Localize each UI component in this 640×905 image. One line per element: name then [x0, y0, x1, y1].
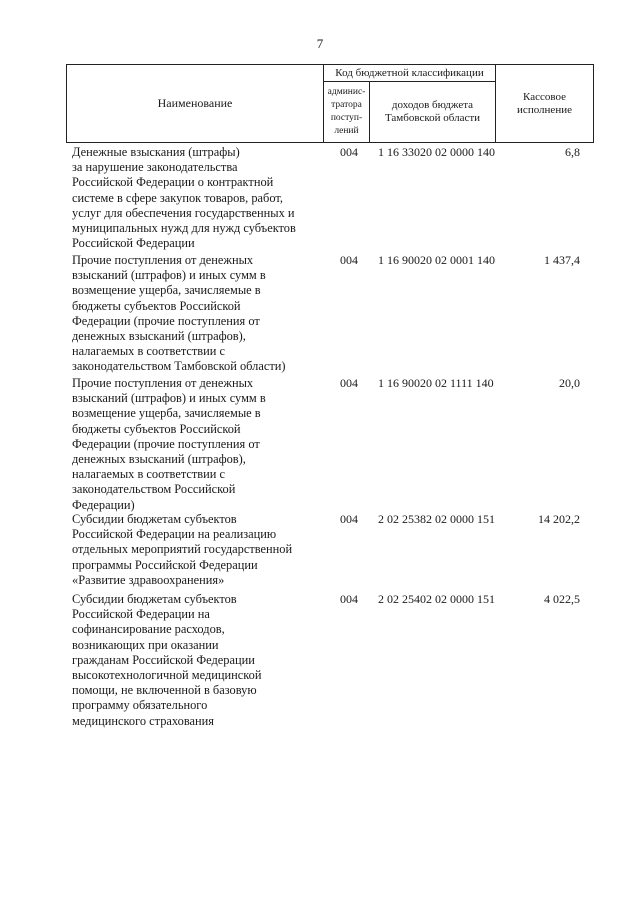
row-name: Субсидии бюджетам субъектов Российской Федерации на реализацию отдельных мероприятий государственной программы Российской Федерации «Развитие здравоохранения» [72, 512, 293, 587]
row-cash-value: 6,8 [565, 145, 580, 159]
row-cash-value: 14 202,2 [538, 512, 580, 526]
row-income-code: 2 02 25382 02 0000 151 [378, 512, 495, 526]
row-income-code: 1 16 90020 02 0001 140 [378, 253, 495, 267]
row-name: Прочие поступления от денежных взысканий (штрафов) и иных сумм в возмещение ущерба, зачисляемые в бюджеты субъектов Российской Федерации (прочие поступления от денежных взысканий (штрафов), налагаемых в соответствии с законодательством Тамбовской области) [72, 253, 286, 374]
row-cash-value: 1 437,4 [544, 253, 580, 267]
column-header-admin: админис- тратора поступ- лений [324, 82, 370, 143]
page-number: 7 [316, 36, 324, 51]
row-name: Прочие поступления от денежных взысканий (штрафов) и иных сумм в возмещение ущерба, зачисляемые в бюджеты субъектов Российской Федерации (прочие поступления от денежных взысканий (штрафов), налагаемых в соответствии с законодательством Российской Федерации) [72, 376, 266, 512]
row-income-code: 2 02 25402 02 0000 151 [378, 592, 495, 606]
row-admin-code: 004 [340, 376, 358, 390]
row-income-code: 1 16 33020 02 0000 140 [378, 145, 495, 159]
row-cash-value: 4 022,5 [544, 592, 580, 606]
row-admin-code: 004 [340, 145, 358, 159]
row-cash-value: 20,0 [559, 376, 580, 390]
column-header-income: доходов бюджета Тамбовской области [370, 82, 496, 143]
row-admin-code: 004 [340, 512, 358, 526]
column-header-name: Наименование [67, 65, 324, 143]
row-income-code: 1 16 90020 02 1111 140 [378, 376, 494, 390]
table-header [66, 64, 594, 143]
row-admin-code: 004 [340, 592, 358, 606]
row-name: Субсидии бюджетам субъектов Российской Федерации на софинансирование расходов, возникающих при оказании гражданам Российской Федерации высокотехнологичной медицинской помощи, не включенной в базовую программу обязательного медицинского страхования [72, 592, 262, 728]
column-header-cash: Кассовое исполнение [496, 65, 594, 143]
row-name: Денежные взыскания (штрафы) за нарушение законодательства Российской Федерации о контрактной системе в сфере закупок товаров, работ, услуг для обеспечения государственных и муниципальных нужд для нужд субъектов Российской Федерации [72, 145, 296, 251]
column-header-code-group: Код бюджетной классификации [324, 65, 496, 82]
row-admin-code: 004 [340, 253, 358, 267]
